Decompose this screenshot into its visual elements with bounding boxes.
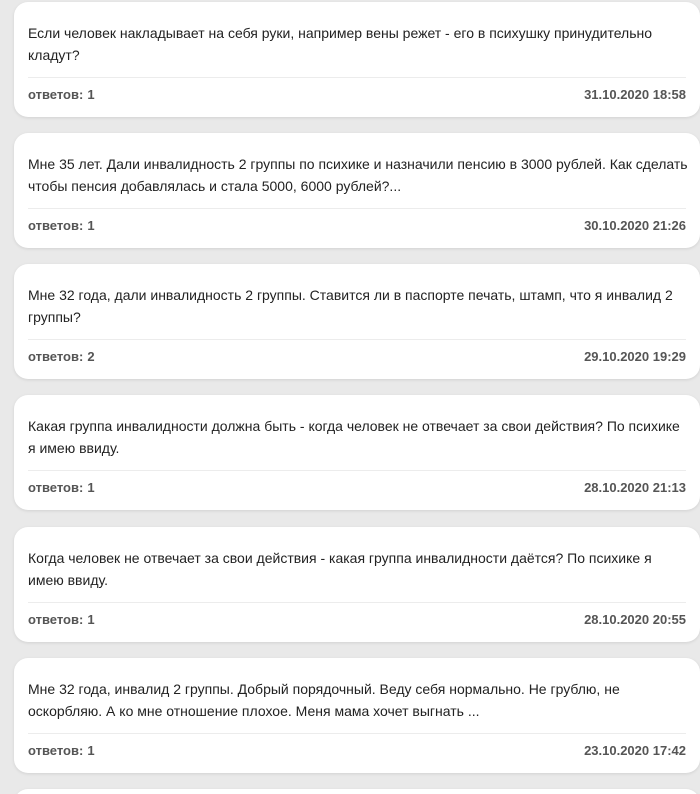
question-date: 23.10.2020 17:42 [584, 742, 686, 758]
question-card[interactable] [14, 658, 700, 773]
answers-number: 1 [87, 742, 95, 758]
card-divider [28, 339, 686, 340]
question-text[interactable]: Мне 32 года, инвалид 2 группы. Добрый порядочный. Веду себя нормально. Не грублю, не оскорбляю. А ко мне отношение плохое. Меня мама хочет выгнать ... [28, 681, 620, 719]
answers-label: ответов: [28, 217, 84, 233]
question-card[interactable] [14, 133, 700, 248]
question-text[interactable]: Когда человек не отвечает за свои действия - какая группа инвалидности даётся? По психике я имею ввиду. [28, 550, 652, 588]
question-card[interactable] [14, 2, 700, 117]
question-date: 31.10.2020 18:58 [584, 86, 686, 102]
card-divider [28, 602, 686, 603]
answers-label: ответов: [28, 742, 84, 758]
card-footer [28, 217, 686, 233]
answers-label: ответов: [28, 479, 84, 495]
answers-count[interactable] [28, 87, 95, 102]
answers-number: 1 [87, 479, 95, 495]
card-footer [28, 86, 686, 102]
question-card[interactable] [14, 789, 700, 794]
question-date: 28.10.2020 21:13 [584, 479, 686, 495]
question-card[interactable] [14, 527, 700, 642]
answers-number: 2 [87, 348, 95, 364]
answers-label: ответов: [28, 348, 84, 364]
answers-label: ответов: [28, 611, 84, 627]
card-footer [28, 611, 686, 627]
answers-number: 1 [87, 611, 95, 627]
card-divider [28, 470, 686, 471]
question-text[interactable]: Какая группа инвалидности должна быть - когда человек не отвечает за свои действия? По психике я имею ввиду. [28, 418, 680, 456]
answers-count[interactable] [28, 349, 95, 364]
question-date: 28.10.2020 20:55 [584, 611, 686, 627]
question-card[interactable] [14, 264, 700, 379]
card-divider [28, 208, 686, 209]
card-footer [28, 348, 686, 364]
question-card[interactable] [14, 395, 700, 510]
answers-count[interactable] [28, 480, 95, 495]
question-text[interactable]: Мне 35 лет. Дали инвалидность 2 группы по психике и назначили пенсию в 3000 рублей. Как сделать чтобы пенсия добавлялась и стала 5000, 6000 рублей?... [28, 156, 688, 194]
card-divider [28, 77, 686, 78]
card-footer [28, 479, 686, 495]
answers-count[interactable] [28, 743, 95, 758]
question-date: 30.10.2020 21:26 [584, 217, 686, 233]
answers-count[interactable] [28, 612, 95, 627]
answers-number: 1 [87, 86, 95, 102]
answers-count[interactable] [28, 218, 95, 233]
question-text[interactable]: Мне 32 года, дали инвалидность 2 группы. Ставится ли в паспорте печать, штамп, что я инвалид 2 группы? [28, 287, 673, 325]
answers-number: 1 [87, 217, 95, 233]
card-divider [28, 733, 686, 734]
question-date: 29.10.2020 19:29 [584, 348, 686, 364]
answers-label: ответов: [28, 86, 84, 102]
card-footer [28, 742, 686, 758]
question-text[interactable]: Если человек накладывает на себя руки, например вены режет - его в психушку принудительно кладут? [28, 25, 653, 63]
